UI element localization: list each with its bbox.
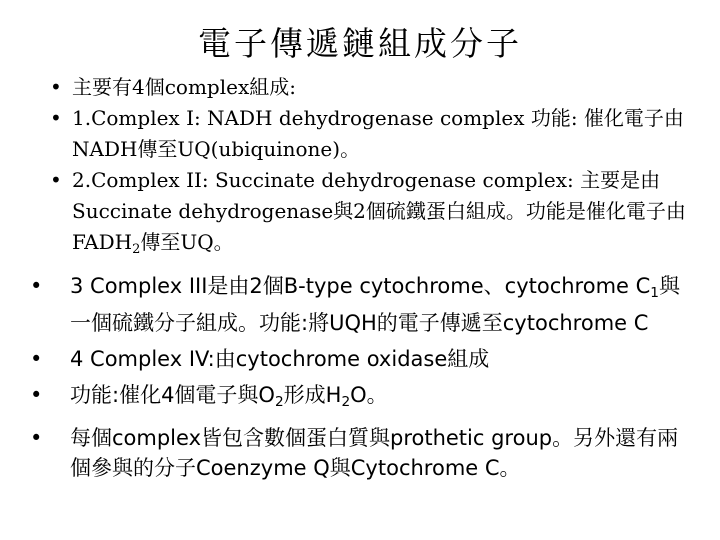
bullet-text-part: 功能:催化4個電子與O [70, 382, 275, 407]
bullet-text-part: O。 [350, 382, 388, 407]
bullet-item [0, 72, 720, 103]
bullet-item [0, 423, 720, 483]
bullet-item [0, 380, 720, 417]
bullet-text [72, 165, 690, 265]
bullet-text-part: 傳至UQ。 [140, 230, 234, 254]
bullet-item [0, 103, 720, 165]
bullet-text-part: 與一個硫鐵分子組成。功能:將UQH的電子傳遞至cytochrome C [70, 273, 680, 335]
bullet-text: 每個complex皆包含數個蛋白質與prothetic group。另外還有兩個參與的分子Coenzyme Q與Cytochrome C。 [70, 426, 679, 481]
bullet-text-part: 形成H [283, 382, 342, 407]
slide-title: 電子傳遞鏈組成分子 [198, 24, 522, 63]
bullet-text: 1.Complex I: NADH dehydrogenase complex 功能: 催化電子由NADH傳至UQ(ubiquinone)。 [72, 106, 684, 161]
bullet-text-part: 3 Complex III是由2個B-type cytochrome、cytochrome C [70, 273, 651, 298]
subscript: 1 [650, 284, 659, 301]
bullet-marker: • [50, 75, 62, 99]
bullet-text: 4 Complex IV:由cytochrome oxidase組成 [70, 346, 490, 371]
bullet-marker: • [30, 382, 43, 407]
bullet-text [70, 380, 690, 417]
bullet-text-part: 2.Complex II: Succinate dehydrogenase complex: 主要是由Succinate dehydrogenase與2個硫鐵蛋白組成。功能是催化電子由FADH [72, 168, 686, 254]
bullet-list [0, 72, 720, 483]
bullet-text [70, 271, 690, 338]
bullet-text: 主要有4個complex組成: [72, 75, 296, 99]
subscript: 2 [341, 394, 351, 411]
bullet-marker: • [50, 106, 62, 130]
subscript: 2 [274, 394, 284, 411]
bullet-item [0, 165, 720, 265]
subscript: 2 [132, 241, 141, 257]
bullet-marker: • [50, 168, 62, 192]
bullet-marker: • [30, 273, 43, 298]
bullet-item [0, 271, 720, 338]
bullet-item [0, 344, 720, 374]
bullet-marker: • [30, 426, 43, 451]
bullet-marker: • [30, 346, 43, 371]
